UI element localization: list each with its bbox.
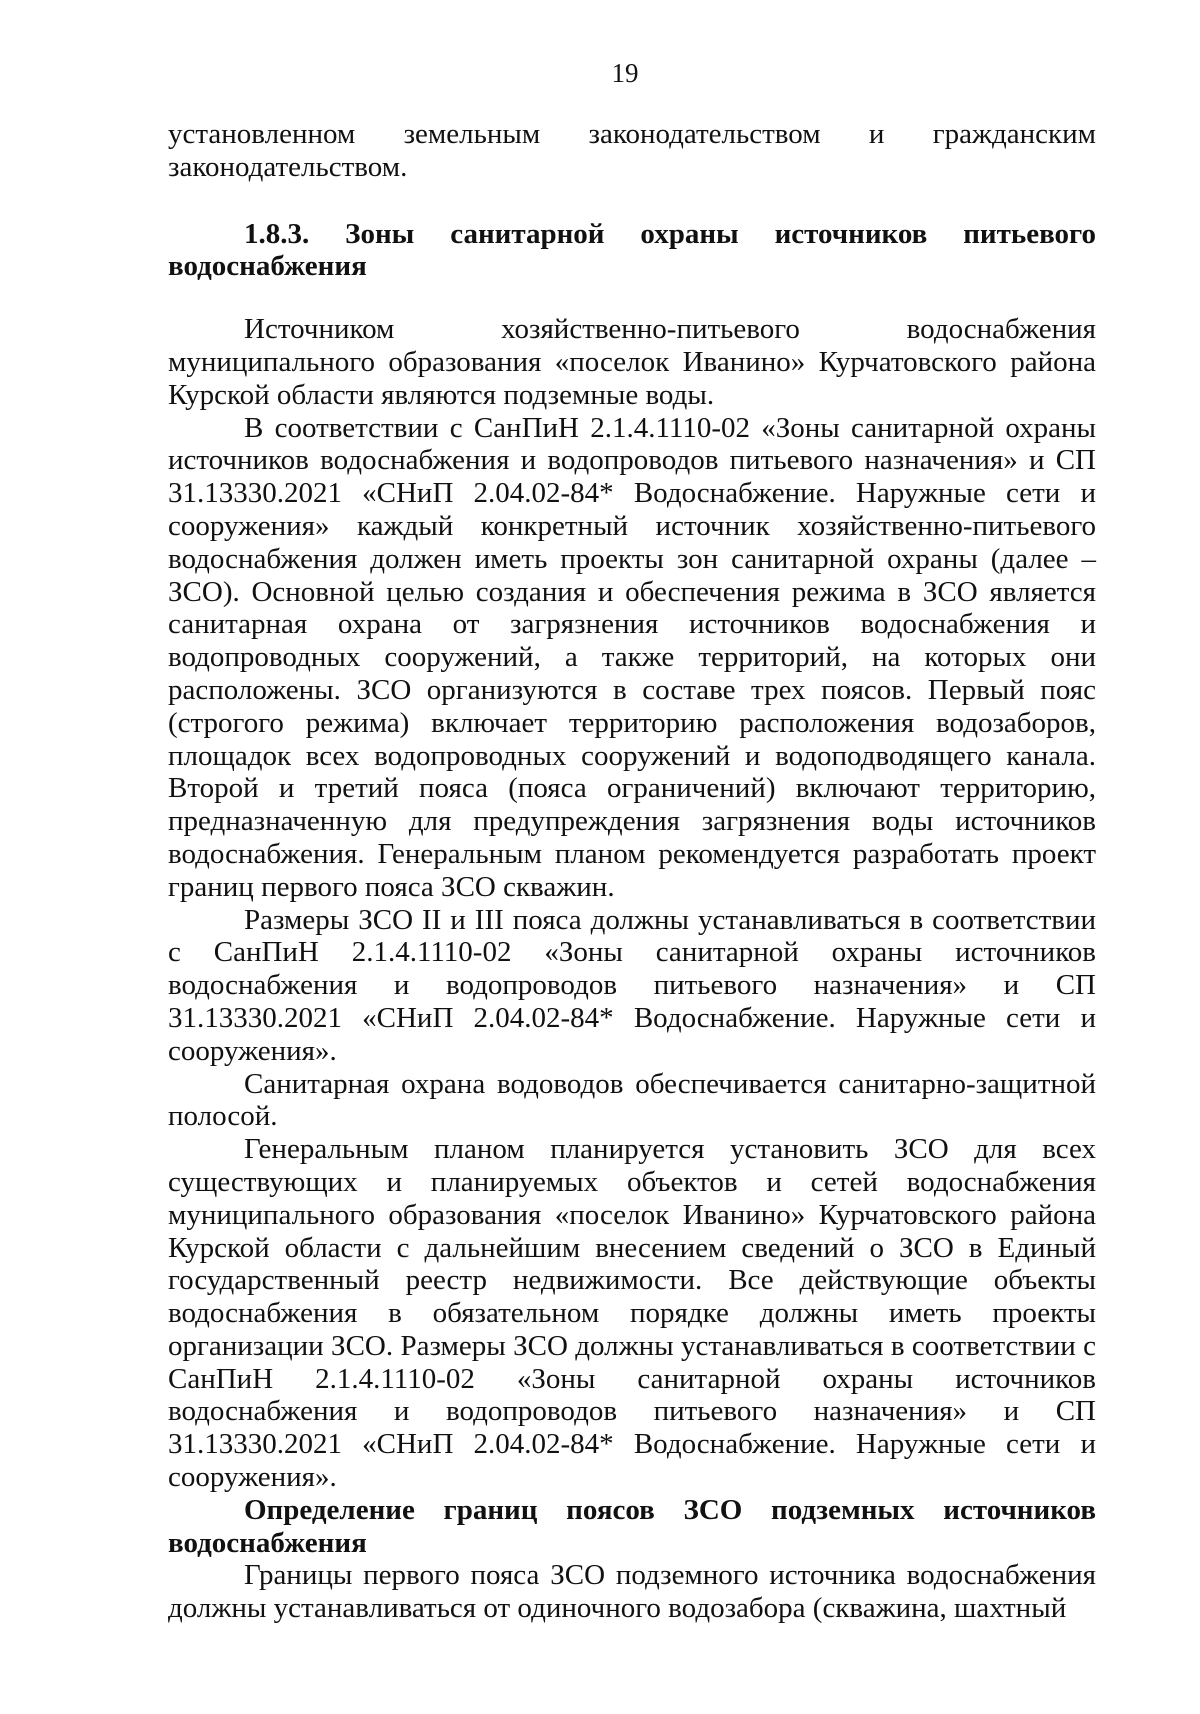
page-body — [168, 118, 1096, 1625]
section-heading: 1.8.3. Зоны санитарной охраны источников питьевого водоснабжения — [168, 217, 1096, 283]
page-number: 19 — [611, 58, 639, 88]
paragraph-general-plan: Генеральным планом планируется установить ЗСО для всех существующих и планируемых объектов и сетей водоснабжения муниципального образования «поселок Иванино» Курчатовского района Курской области с дальнейшим внесением сведений о ЗСО в Единый государственный реестр недвижимости. Все действующие объекты водоснабжения в обязательном порядке должны иметь проекты организации ЗСО. Размеры ЗСО должны устанавливаться в соответствии с СанПиН 2.1.4.1110-02 «Зоны санитарной охраны источников водоснабжения и водопроводов питьевого назначения» и СП 31.13330.2021 «СНиП 2.04.02-84* Водоснабжение. Наружные сети и сооружения». — [168, 1133, 1096, 1494]
paragraph-continuation: установленном земельным законодательством и гражданским законодательством. — [168, 118, 1096, 183]
paragraph-zso-sizes: Размеры ЗСО II и III пояса должны устанавливаться в соответствии с СанПиН 2.1.4.1110-02 «Зоны санитарной охраны источников водоснабжения и водопроводов питьевого назначения» и СП 31.13330.2021 «СНиП 2.04.02-84* Водоснабжение. Наружные сети и сооружения». — [168, 903, 1096, 1067]
paragraph-first-belt: Границы первого пояса ЗСО подземного источника водоснабжения должны устанавливаться от одиночного водозабора (скважина, шахтный — [168, 1559, 1096, 1625]
paragraph-pipeline-protection: Санитарная охрана водоводов обеспечивается санитарно-защитной полосой. — [168, 1067, 1096, 1133]
paragraph-water-source: Источником хозяйственно-питьевого водоснабжения муниципального образования «поселок Иванино» Курчатовского района Курской области являются подземные воды. — [168, 313, 1096, 411]
paragraph-zso-requirements: В соответствии с СанПиН 2.1.4.1110-02 «Зоны санитарной охраны источников водоснабжения и водопроводов питьевого назначения» и СП 31.13330.2021 «СНиП 2.04.02-84* Водоснабжение. Наружные сети и сооружения» каждый конкретный источник хозяйственно-питьевого водоснабжения должен иметь проекты зон санитарной охраны (далее – ЗСО). Основной целью создания и обеспечения режима в ЗСО является санитарная охрана от загрязнения источников водоснабжения и водопроводных сооружений, а также территорий, на которых они расположены. ЗСО организуются в составе трех поясов. Первый пояс (строгого режима) включает территорию расположения водозаборов, площадок всех водопроводных сооружений и водоподводящего канала. Второй и третий пояса (пояса ограничений) включают территорию, предназначенную для предупреждения загрязнения воды источников водоснабжения. Генеральным планом рекомендуется разработать проект границ первого пояса ЗСО скважин. — [168, 411, 1096, 903]
subsection-heading: Определение границ поясов ЗСО подземных источников водоснабжения — [168, 1493, 1096, 1559]
